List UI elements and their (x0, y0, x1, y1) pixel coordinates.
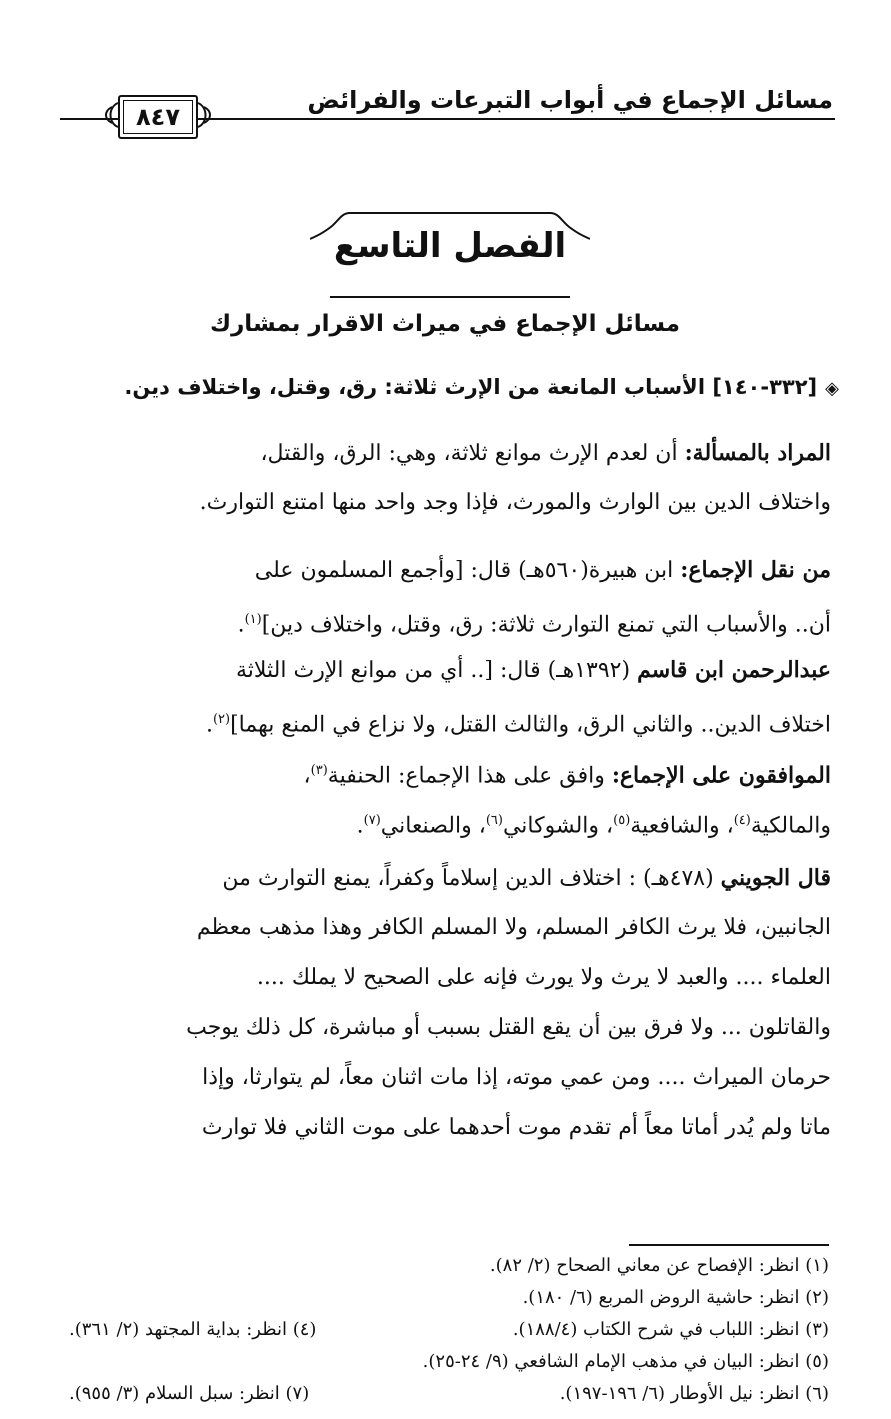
paragraph-line: اختلاف الدين.. والثاني الرق، والثالث القتل، ولا نزاع في المنع بهما] (230, 712, 831, 738)
paragraph-line: ابن هبيرة(٥٦٠هـ) قال: [وأجمع المسلمون على (254, 558, 681, 583)
paragraph-juwayni (59, 853, 831, 1153)
page-number-left-ornament-icon (100, 101, 120, 129)
paragraph-lead: المراد بالمسألة: (684, 440, 831, 466)
paragraph-consensus-transmission: من نقل الإجماع: ابن هبيرة(٥٦٠هـ) قال: [وأجمع المسلمون على أن.. والأسباب التي تمنع التوارث ثلاثة: رق، وقتل، واختلاف دين]$^{(١)}$. (237, 557, 831, 638)
paragraph-line: أن.. والأسباب التي تمنع التوارث ثلاثة: رق، وقتل، واختلاف دين] (261, 612, 831, 638)
paragraph-lead: عبدالرحمن ابن قاسم (637, 657, 831, 683)
paragraph-line: والمالكية$^{(٤)}$، والشافعية$^{(٥)}$، والشوكاني$^{(٦)}$، والصنعاني$^{(٧)}$. (356, 813, 831, 839)
footnote-7: (٧) انظر: سبل السلام (٣/ ٩٥٥). (69, 1383, 310, 1404)
footnotes-rule (629, 1244, 829, 1246)
paragraph-meaning (59, 428, 831, 528)
paragraph-ibn-qasim: عبدالرحمن ابن قاسم (١٣٩٢هـ) قال: [.. أي من موانع الإرث الثلاثة اختلاف الدين.. والثاني الرق، والثالث القتل، ولا نزاع في المنع بهما]$^{(٢)}$. (205, 657, 831, 738)
page-number-right-ornament-icon (196, 101, 216, 129)
footnote-2: (٢) انظر: حاشية الروض المربع (٦/ ١٨٠). (522, 1287, 829, 1308)
section-subtitle: مسائل الإجماع في ميراث الاقرار بمشارك (209, 311, 681, 337)
footnote-ref: (٦) (485, 813, 503, 828)
paragraph-line: واختلاف الدين بين الوارث والمورث، فإذا وجد واحد منها امتنع التوارث. (199, 490, 831, 515)
footnote-ref: (١) (244, 612, 262, 627)
footnote-6 (49, 1383, 829, 1404)
footnote-3 (49, 1319, 829, 1340)
paragraph-agreeing-scholars: الموافقون على الإجماع: وافق على هذا الإجماع: الحنفية$^{(٣)}$، والمالكية$^{(٤)}$، والشافعية$^{(٥)}$، والشوكاني$^{(٦)}$، والصنعاني$^{(٧)}$. (59, 746, 831, 846)
paragraph-line: أن لعدم الإرث موانع ثلاثة، وهي: الرق، والقتل، (260, 441, 685, 466)
diamond-bullet-icon: ◈ (825, 378, 839, 399)
chapter-title: الفصل التاسع (333, 226, 567, 266)
running-header-title: مسائل الإجماع في أبواب التبرعات والفرائض (307, 86, 833, 114)
issue-heading-text: [٣٣٢-١٤٠] الأسباب المانعة من الإرث ثلاثة: رق، وقتل، واختلاف دين. (124, 375, 818, 399)
footnote-ref: (٥) (613, 813, 631, 828)
paragraph-line: ماتا ولم يُدر أماتا معاً أم تقدم موت أحدهما على موت الثاني فلا توارث (201, 1115, 831, 1140)
footnote-ref: (٢) (212, 712, 231, 727)
footnote-6-text: (٦) انظر: نيل الأوطار (٦/ ١٩٦-١٩٧). (559, 1383, 829, 1404)
paragraph-lead: الموافقون على الإجماع: (611, 762, 831, 789)
paragraph-line: والقاتلون ... ولا فرق بين أن يقع القتل بسبب أو مباشرة، كل ذلك يوجب (186, 1015, 831, 1040)
footnote-ref: (٧) (363, 813, 381, 828)
footnote-1: (١) انظر: الإفصاح عن معاني الصحاح (٢/ ٨٢). (489, 1255, 829, 1276)
paragraph-lead: من نقل الإجماع: (680, 557, 831, 583)
paragraph-line: (٤٧٨هـ) : اختلاف الدين إسلاماً وكفراً، يمنع التوارث من (222, 866, 721, 891)
paragraph-line: الجانبين، فلا يرث الكافر المسلم، ولا المسلم الكافر وهذا مذهب معظم (196, 915, 831, 940)
paragraph-lead: قال الجويني (720, 865, 831, 891)
footnote-4: (٤) انظر: بداية المجتهد (٢/ ٣٦١). (69, 1319, 317, 1340)
footnote-ref: (٣) (310, 763, 328, 778)
footnote-5: (٥) انظر: البيان في مذهب الإمام الشافعي (٩/ ٢٤-٢٥). (422, 1351, 829, 1372)
footnote-3-text: (٣) انظر: اللباب في شرح الكتاب (١٨٨/٤). (512, 1319, 829, 1340)
issue-heading (49, 375, 839, 399)
paragraph-line: وافق على هذا الإجماع: الحنفية (327, 763, 612, 789)
paragraph-line: العلماء .... والعبد لا يرث ولا يورث فإنه على الصحيح لا يملك .... (256, 965, 831, 990)
paragraph-line: حرمان الميراث .... ومن عمي موته، إذا مات اثنان معاً، لم يتوارثا، وإذا (202, 1065, 831, 1090)
paragraph-line: (١٣٩٢هـ) قال: [.. أي من موانع الإرث الثلاثة (236, 658, 638, 683)
footnote-ref: (٤) (733, 813, 751, 828)
page-number: ٨٤٧ (118, 95, 198, 139)
